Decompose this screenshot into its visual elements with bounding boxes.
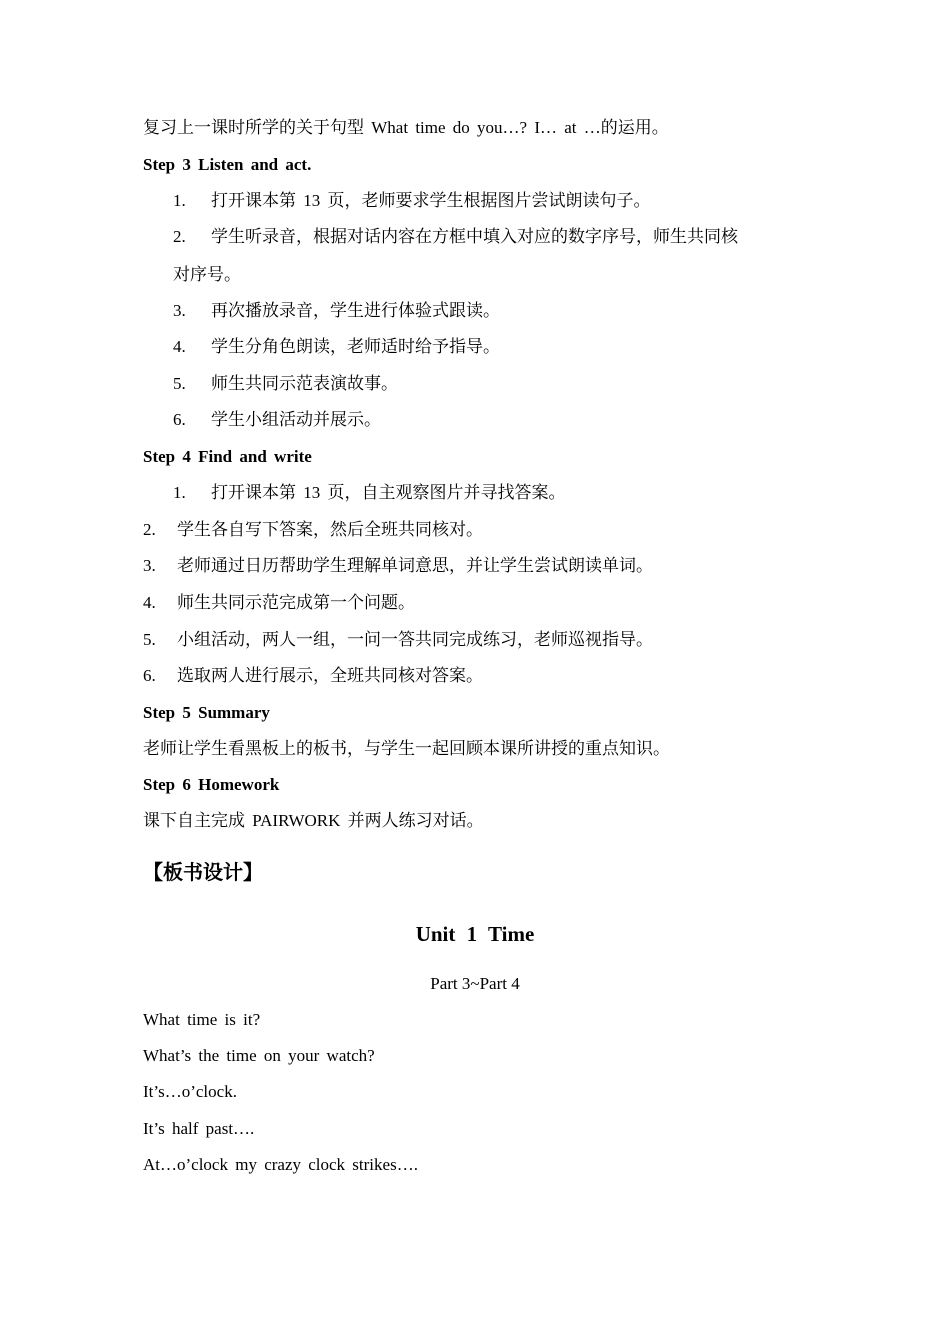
board-line-2: What’s the time on your watch? — [143, 1046, 375, 1065]
board-line-4: It’s half past…. — [143, 1119, 255, 1138]
step4-item-3 — [143, 556, 653, 576]
intro-paragraph: 复习上一课时所学的关于句型 What time do you…? I… at …的运用。 — [143, 118, 669, 137]
list-text: 老师通过日历帮助学生理解单词意思，并让学生尝试朗读单词。 — [177, 556, 653, 575]
list-text: 学生小组活动并展示。 — [211, 410, 381, 429]
part-subtitle: Part 3~Part 4 — [430, 974, 520, 993]
step4-item-4 — [143, 593, 415, 613]
step3-item-6 — [173, 410, 381, 430]
step3-item-4 — [173, 337, 500, 357]
list-number: 5. — [173, 374, 186, 393]
list-number: 1. — [173, 191, 186, 210]
list-text: 对序号。 — [173, 265, 241, 284]
step4-item-5 — [143, 630, 653, 650]
list-text: 学生听录音，根据对话内容在方框中填入对应的数字序号，师生共同核 — [211, 227, 738, 246]
list-text: 小组活动，两人一组，一问一答共同完成练习，老师巡视指导。 — [177, 630, 653, 649]
list-number: 2. — [143, 520, 156, 539]
board-line-5: At…o’clock my crazy clock strikes…. — [143, 1155, 418, 1174]
board-design-title: 【板书设计】 — [143, 862, 263, 884]
board-line-3: It’s…o’clock. — [143, 1082, 237, 1101]
step4-item-6 — [143, 666, 483, 686]
list-text: 选取两人进行展示，全班共同核对答案。 — [177, 666, 483, 685]
list-number: 2. — [173, 227, 186, 246]
step4-heading: Step 4 Find and write — [143, 447, 312, 466]
list-number: 3. — [143, 556, 156, 575]
step3-item-2 — [173, 227, 738, 247]
step3-item-3 — [173, 301, 500, 321]
step5-heading: Step 5 Summary — [143, 703, 270, 722]
step6-text: 课下自主完成 PAIRWORK 并两人练习对话。 — [143, 811, 484, 830]
list-text: 再次播放录音，学生进行体验式跟读。 — [211, 301, 500, 320]
list-number: 4. — [143, 593, 156, 612]
step4-item-1 — [173, 483, 566, 503]
list-number: 5. — [143, 630, 156, 649]
list-text: 打开课本第 13 页，自主观察图片并寻找答案。 — [211, 483, 566, 502]
list-text: 师生共同示范表演故事。 — [211, 374, 398, 393]
list-number: 1. — [173, 483, 186, 502]
board-line-1: What time is it? — [143, 1010, 261, 1029]
step3-heading: Step 3 Listen and act. — [143, 155, 312, 174]
step4-item-2 — [143, 520, 483, 540]
step3-item-2-continued — [173, 265, 241, 285]
list-number: 6. — [173, 410, 186, 429]
list-text: 师生共同示范完成第一个问题。 — [177, 593, 415, 612]
unit-title: Unit 1 Time — [415, 922, 535, 946]
list-text: 学生各自写下答案，然后全班共同核对。 — [177, 520, 483, 539]
list-text: 打开课本第 13 页，老师要求学生根据图片尝试朗读句子。 — [211, 191, 651, 210]
step3-item-1 — [173, 191, 651, 211]
step5-text: 老师让学生看黑板上的板书，与学生一起回顾本课所讲授的重点知识。 — [143, 739, 670, 758]
list-number: 3. — [173, 301, 186, 320]
list-text: 学生分角色朗读，老师适时给予指导。 — [211, 337, 500, 356]
list-number: 6. — [143, 666, 156, 685]
list-number: 4. — [173, 337, 186, 356]
step6-heading: Step 6 Homework — [143, 775, 280, 794]
step3-item-5 — [173, 374, 398, 394]
